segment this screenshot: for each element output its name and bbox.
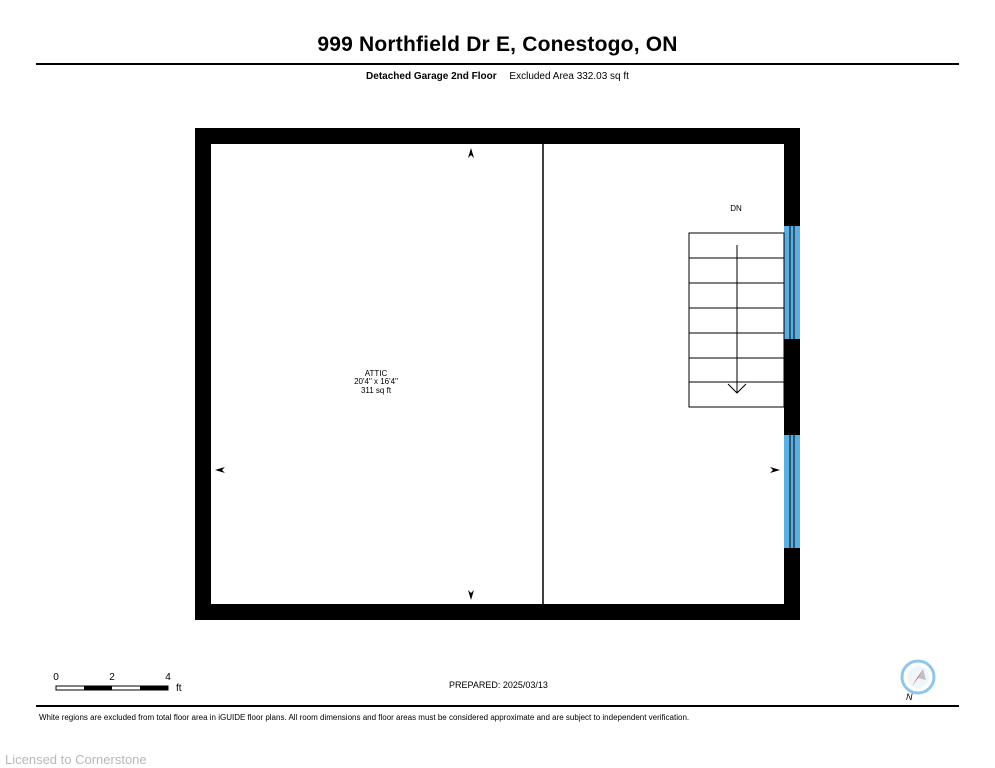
window-upper [784,226,800,339]
watermark: Licensed to Cornerstone [5,752,147,767]
prepared-date: PREPARED: 2025/03/13 [449,680,548,690]
disclaimer: White regions are excluded from total floor area in iGUIDE floor plans. All room dimensions and floor areas must be considered approximate and are subject to independent verification. [39,713,690,722]
room-dimensions: 20'4" x 16'4" [354,377,398,386]
window-lower [784,435,800,548]
exterior-walls [195,128,800,620]
scale-unit: ft [176,683,182,694]
marker-left-icon [215,467,225,473]
room-area: 311 sq ft [360,386,392,395]
scale-label-4: 4 [165,672,171,683]
marker-bottom-icon [468,590,474,600]
page-title: 999 Northfield Dr E, Conestogo, ON [317,33,678,56]
room-attic [354,369,398,395]
compass-icon [902,661,934,693]
stairs-label: DN [730,204,742,213]
footer-rule [36,705,959,707]
stairs [689,233,784,407]
marker-top-icon [468,148,474,158]
marker-right-icon [770,467,780,473]
floor-name: Detached Garage 2nd Floor [366,71,497,82]
scale-bar [56,686,168,690]
dimension-markers [215,148,780,600]
room-name: ATTIC [364,369,388,378]
compass-label: N [906,692,913,702]
excluded-area: Excluded Area 332.03 sq ft [509,71,629,82]
scale-label-2: 2 [109,672,115,683]
scale-label-0: 0 [53,672,59,683]
